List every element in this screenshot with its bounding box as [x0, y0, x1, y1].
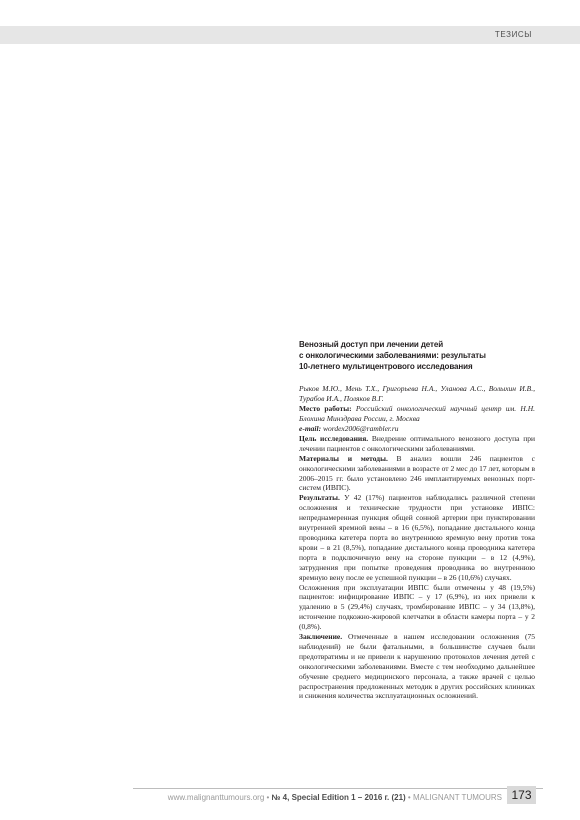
article-title [299, 340, 535, 372]
title-line: с онкологическими заболеваниями: результаты [299, 350, 486, 360]
workplace-text: Российский онкологический научный центр им. Н.Н. Блохина Минздрава России, г. Москва [299, 404, 535, 424]
conclusion-text: Отмеченные в нашем исследовании осложнения (75 наблюдений) не были фатальными, в большинстве случаев были предотвратимы и не привели к нарушению протоколов лечения детей с онкологическими заболеваниями. Вместе с тем необходимо дальнейшее обучение среднего медицинского персонала, а также врачей с целью распространения предложенных методик в других российских клиниках и снижения количества эксплуатационных осложнений. [299, 632, 536, 701]
footer-site-link[interactable]: www.malignanttumours.org [167, 793, 265, 802]
footer-issue: № 4, Special Edition 1 – 2016 г. (21) [271, 793, 406, 802]
footer-separator: • [405, 793, 413, 802]
abstract [299, 340, 535, 701]
email-address[interactable]: wordex2006@rambler.ru [322, 424, 399, 434]
header-band [0, 26, 580, 44]
title-line: 10-летнего мультицентрового исследования [299, 361, 473, 371]
authors: Рыков М.Ю., Мень Т.Х., Григорьева Н.А., Уланова А.С., Волыхин И.В., Турабов И.А., Поляков В.Г. [299, 384, 535, 404]
email-label: e-mail: [299, 424, 322, 434]
conclusion [299, 632, 535, 701]
footer-separator: • [264, 793, 272, 802]
workplace-label: Место работы: [299, 404, 352, 414]
results-label: Результаты. [299, 493, 340, 503]
results-text: У 42 (17%) пациентов наблюдались различной степени осложнения и технические трудности при установке ИВПС: непреднамеренная пункция общей сонной артерии при пунктировании внутренней яремной вены – в 16 (6,5%), попадание дистального конца проводника катетера порта во внутреннюю яремную вену против тока крови – в 21 (8,5%), попадание дистального конца проводника катетера порта в подключичную вену на стороне пункции – в 12 (4,9%), затруднения при попытке проведения проводника во внутреннюю яремную вену после ее успешной пункции – в 26 (10,6%) случаях. [299, 493, 535, 582]
goal-label: Цель исследования. [299, 433, 369, 443]
goal-text: Внедрение оптимального венозного доступа при лечении пациентов с онкологическими заболеваниями. [299, 433, 535, 453]
methods [299, 454, 535, 494]
title-line: Венозный доступ при лечении детей [299, 340, 444, 349]
footer-journal: MALIGNANT TUMOURS [412, 793, 502, 802]
results [299, 493, 535, 582]
methods-label: Материалы и методы. [299, 453, 388, 463]
workplace [299, 404, 535, 424]
goal [299, 434, 535, 454]
footer [168, 793, 502, 802]
footer-divider [133, 788, 543, 789]
email [299, 424, 535, 434]
complications: Осложнения при эксплуатации ИВПС были отмечены у 48 (19,5%) пациентов: инфицирование ИВПС – у 17 (6,9%), из них привели к удалению в 5 (29,4%) случаях, тромбирование ИВПС – у 34 (13,8%), истончение подкожно-жировой клетчатки в области камеры порта – у 2 (0,8%). [299, 582, 535, 632]
methods-text: В анализ вошли 246 пациентов с онкологическими заболеваниями в возрасте от 2 мес до 17 лет, которым в 2006–2015 гг. было установлено 246 имплантируемых венозных порт-систем (ИВПС). [299, 453, 535, 493]
page-number: 173 [507, 786, 536, 804]
section-label: ТЕЗИСЫ [494, 30, 532, 39]
conclusion-label: Заключение. [299, 632, 343, 642]
